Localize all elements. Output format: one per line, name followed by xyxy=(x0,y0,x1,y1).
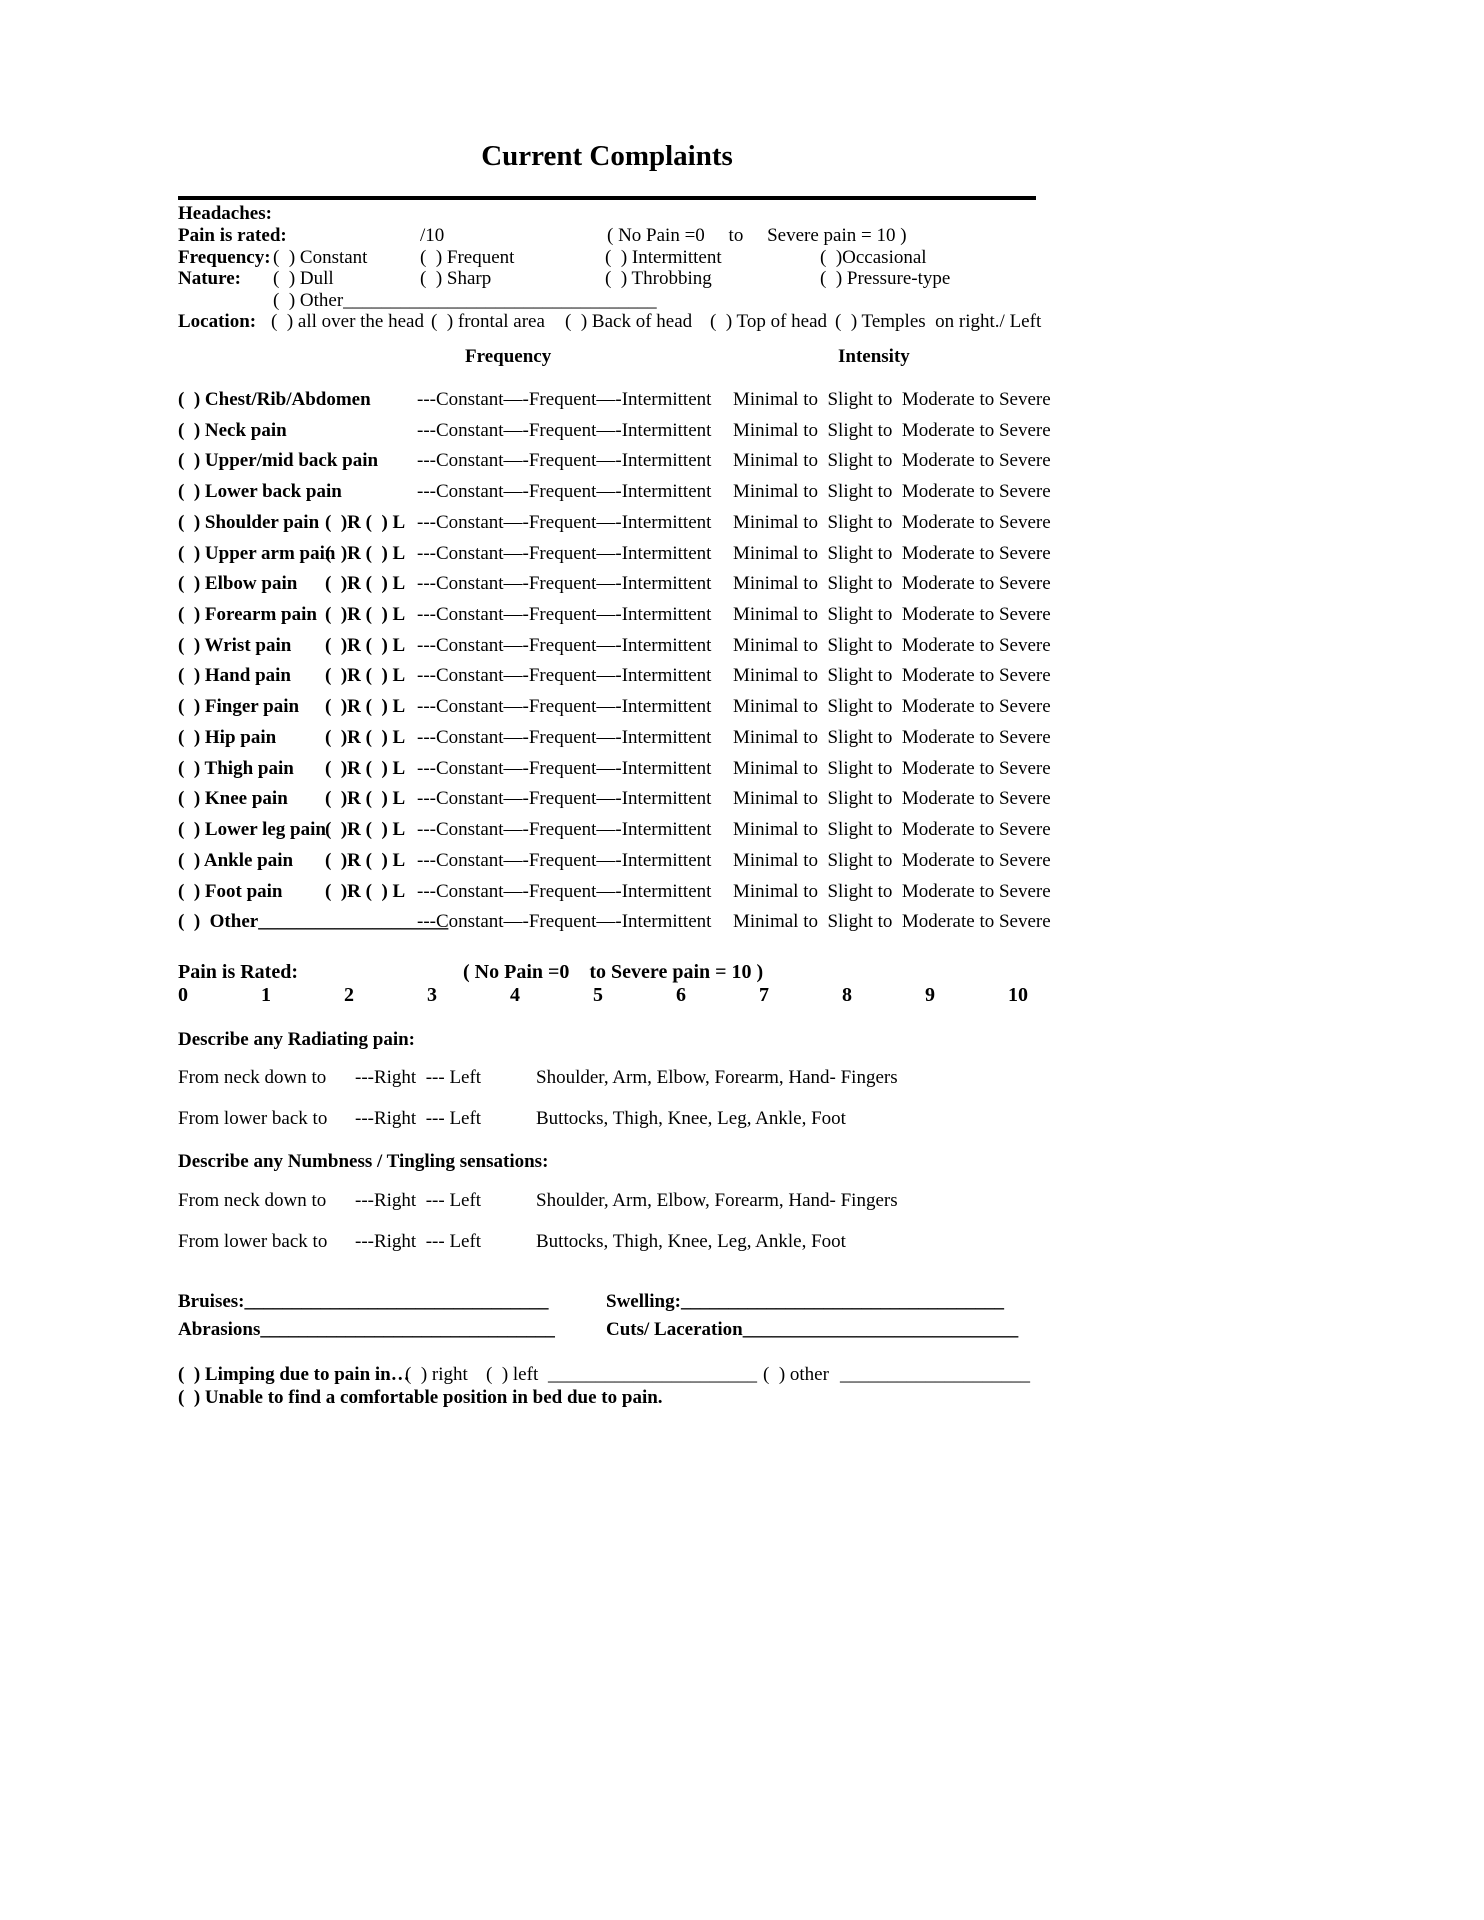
pain-table-row xyxy=(178,511,1051,543)
pain-scale-note: ( No Pain =0 to Severe pain = 10 ) xyxy=(607,225,907,246)
pain-scale-number-2[interactable]: 2 xyxy=(344,984,354,1006)
pain-table-row xyxy=(178,819,1051,850)
radiating-neck-side-options[interactable]: ---Right --- Left xyxy=(355,1067,482,1088)
right-left-checkboxes[interactable]: ( )R ( ) L xyxy=(325,849,406,871)
pain-rated-scale-line xyxy=(178,961,1036,985)
intensity-scale-options[interactable]: Minimal to Slight to Moderate to Severe xyxy=(733,757,1051,779)
checkbox-nature-dull[interactable]: ( ) Dull xyxy=(273,268,334,289)
checkbox-location-back[interactable]: ( ) Back of head xyxy=(565,311,693,332)
pain-scale-number-9[interactable]: 9 xyxy=(925,984,935,1006)
frequency-scale-options[interactable]: ---Constant—-Frequent—-Intermittent xyxy=(417,573,712,595)
checkbox-frequency-intermittent[interactable]: ( ) Intermittent xyxy=(605,247,722,268)
pain-rated-label: Pain is rated: xyxy=(178,225,287,246)
body-part-checkbox[interactable]: ( ) Knee pain xyxy=(178,788,288,810)
intensity-scale-options[interactable]: Minimal to Slight to Moderate to Severe xyxy=(733,634,1051,656)
body-part-checkbox[interactable]: ( ) Lower back pain xyxy=(178,481,342,503)
body-part-checkbox[interactable]: ( ) Upper/mid back pain xyxy=(178,450,379,472)
numbness-back-target-options[interactable]: Buttocks, Thigh, Knee, Leg, Ankle, Foot xyxy=(536,1231,846,1252)
body-part-checkbox[interactable]: ( ) Forearm pain xyxy=(178,604,317,626)
frequency-label: Frequency: xyxy=(178,247,271,268)
intensity-scale-options[interactable]: Minimal to Slight to Moderate to Severe xyxy=(733,604,1051,626)
intensity-scale-options[interactable]: Minimal to Slight to Moderate to Severe xyxy=(733,819,1051,841)
pain-table-row xyxy=(178,450,1051,481)
pain-table-row xyxy=(178,726,1051,758)
intensity-scale-options[interactable]: Minimal to Slight to Moderate to Severe xyxy=(733,542,1051,564)
right-left-checkboxes[interactable]: ( )R ( ) L xyxy=(325,788,406,810)
frequency-scale-options[interactable]: ---Constant—-Frequent—-Intermittent xyxy=(417,757,712,779)
numbness-line-back xyxy=(178,1231,1036,1255)
numbness-neck-side-options[interactable]: ---Right --- Left xyxy=(355,1190,482,1211)
pain-table-row xyxy=(178,911,1051,942)
pain-rated-value-field[interactable]: /10 xyxy=(420,225,445,246)
pain-table-row xyxy=(178,573,1051,604)
checkbox-frequency-constant[interactable]: ( ) Constant xyxy=(273,247,368,268)
pain-table-row xyxy=(178,481,1051,512)
limping-blank-1[interactable]: ______________________ xyxy=(548,1364,757,1385)
pain-scale-number-6[interactable]: 6 xyxy=(676,984,686,1006)
swelling-label: Swelling: xyxy=(606,1291,681,1312)
pain-scale-numbers xyxy=(178,984,1028,1007)
checkbox-nature-sharp[interactable]: ( ) Sharp xyxy=(420,268,492,289)
body-part-checkbox[interactable]: ( ) Elbow pain xyxy=(178,573,298,595)
intensity-scale-options[interactable]: Minimal to Slight to Moderate to Severe xyxy=(733,696,1051,718)
location-line xyxy=(178,311,1042,335)
right-left-checkboxes[interactable]: ( )R ( ) L xyxy=(325,696,406,718)
radiating-heading: Describe any Radiating pain: xyxy=(178,1029,415,1050)
pain-table-row xyxy=(178,604,1051,635)
intensity-scale-options[interactable]: Minimal to Slight to Moderate to Severe xyxy=(733,511,1051,533)
body-part-checkbox[interactable]: ( ) Chest/Rib/Abdomen xyxy=(178,389,371,410)
numbness-from-back-label: From lower back to xyxy=(178,1231,328,1252)
checkbox-nature-other-blank[interactable]: ( ) Other_________________________________ xyxy=(273,290,657,311)
body-part-checkbox[interactable]: ( ) Neck pain xyxy=(178,419,287,441)
bruises-label: Bruises: xyxy=(178,1291,245,1312)
frequency-scale-options[interactable]: ---Constant—-Frequent—-Intermittent xyxy=(417,665,712,687)
frequency-scale-options[interactable]: ---Constant—-Frequent—-Intermittent xyxy=(417,389,712,410)
pain-table-row xyxy=(178,696,1051,727)
checkbox-limping-other[interactable]: ( ) other xyxy=(763,1364,829,1385)
body-part-checkbox[interactable]: ( ) Shoulder pain xyxy=(178,511,320,533)
right-left-checkboxes[interactable]: ( )R ( ) L xyxy=(325,665,406,687)
abrasions-label: Abrasions xyxy=(178,1319,261,1340)
radiating-line-neck xyxy=(178,1067,1036,1091)
right-left-checkboxes[interactable]: ( )R ( ) L xyxy=(325,726,406,748)
page-title: Current Complaints xyxy=(481,140,733,172)
body-part-checkbox[interactable]: ( ) Hand pain xyxy=(178,665,291,687)
intensity-scale-options[interactable]: Minimal to Slight to Moderate to Severe xyxy=(733,389,1051,410)
pain-table-row xyxy=(178,880,1051,912)
right-left-checkboxes[interactable]: ( )R ( ) L xyxy=(325,604,406,626)
right-left-checkboxes[interactable]: ( )R ( ) L xyxy=(325,542,406,564)
pain-table-rows xyxy=(178,389,1051,942)
title-divider xyxy=(178,196,1036,200)
right-left-checkboxes[interactable]: ( )R ( ) L xyxy=(325,573,406,595)
checkbox-location-all-over[interactable]: ( ) all over the head xyxy=(271,311,424,332)
checkbox-location-frontal[interactable]: ( ) frontal area xyxy=(431,311,545,332)
pain-table-row xyxy=(178,665,1051,696)
pain-scale-number-8[interactable]: 8 xyxy=(842,984,852,1006)
frequency-scale-options[interactable]: ---Constant—-Frequent—-Intermittent xyxy=(417,849,712,871)
checkbox-nature-throbbing[interactable]: ( ) Throbbing xyxy=(605,268,712,289)
checkbox-location-top[interactable]: ( ) Top of head xyxy=(710,311,828,332)
pain-rated-line xyxy=(178,225,1036,249)
pain-scale-number-3[interactable]: 3 xyxy=(427,984,437,1006)
pain-scale-number-5[interactable]: 5 xyxy=(593,984,603,1006)
intensity-scale-options[interactable]: Minimal to Slight to Moderate to Severe xyxy=(733,481,1051,503)
intensity-scale-options[interactable]: Minimal to Slight to Moderate to Severe xyxy=(733,911,1051,933)
body-part-checkbox[interactable]: ( ) Upper arm pain xyxy=(178,542,336,564)
frequency-scale-options[interactable]: ---Constant—-Frequent—-Intermittent xyxy=(417,481,712,503)
numbness-from-neck-label: From neck down to xyxy=(178,1190,327,1211)
limping-line xyxy=(178,1364,1036,1388)
unable-line xyxy=(178,1387,1036,1411)
frequency-scale-options[interactable]: ---Constant—-Frequent—-Intermittent xyxy=(417,634,712,656)
limping-blank-2[interactable]: ____________________ xyxy=(840,1364,1030,1385)
swelling-field xyxy=(606,1291,1004,1313)
numbness-line-neck xyxy=(178,1190,1036,1214)
nature-line xyxy=(178,268,1036,292)
checkbox-limping-right[interactable]: ( ) right xyxy=(405,1364,468,1385)
frequency-scale-options[interactable]: ---Constant—-Frequent—-Intermittent xyxy=(417,788,712,810)
intensity-scale-options[interactable]: Minimal to Slight to Moderate to Severe xyxy=(733,419,1051,441)
intensity-scale-options[interactable]: Minimal to Slight to Moderate to Severe xyxy=(733,665,1051,687)
right-left-checkboxes[interactable]: ( )R ( ) L xyxy=(325,511,406,533)
intensity-column-header: Intensity xyxy=(838,346,910,367)
headaches-heading: Headaches: xyxy=(178,203,272,224)
radiating-back-side-options[interactable]: ---Right --- Left xyxy=(355,1108,482,1129)
radiating-neck-target-options[interactable]: Shoulder, Arm, Elbow, Forearm, Hand- Fingers xyxy=(536,1067,898,1088)
frequency-scale-options[interactable]: ---Constant—-Frequent—-Intermittent xyxy=(417,419,712,441)
radiating-from-back-label: From lower back to xyxy=(178,1108,328,1129)
location-label: Location: xyxy=(178,311,257,332)
pain-table-row xyxy=(178,634,1051,666)
right-left-checkboxes[interactable]: ( )R ( ) L xyxy=(325,819,406,841)
frequency-scale-options[interactable]: ---Constant—-Frequent—-Intermittent xyxy=(417,911,712,933)
radiating-line-back xyxy=(178,1108,1036,1132)
table-header-row xyxy=(178,346,1036,370)
checkbox-nature-pressure[interactable]: ( ) Pressure-type xyxy=(820,268,951,289)
bruises-swelling-line xyxy=(178,1291,1036,1315)
headaches-section xyxy=(178,203,1036,227)
radiating-section xyxy=(178,1029,1036,1053)
body-part-checkbox[interactable]: ( ) Ankle pain xyxy=(178,849,294,871)
body-part-checkbox[interactable]: ( ) Lower leg pain xyxy=(178,819,326,841)
swelling-blank[interactable]: __________________________________ xyxy=(680,1291,1004,1312)
pain-scale-number-0[interactable]: 0 xyxy=(178,984,188,1006)
numbness-back-side-options[interactable]: ---Right --- Left xyxy=(355,1231,482,1252)
pain-scale-number-4[interactable]: 4 xyxy=(510,984,520,1006)
right-left-checkboxes[interactable]: ( )R ( ) L xyxy=(325,757,406,779)
checkbox-unable-comfortable-position[interactable]: ( ) Unable to find a comfortable position in bed due to pain. xyxy=(178,1387,663,1408)
abrasions-blank[interactable]: _______________________________ xyxy=(260,1319,555,1340)
frequency-scale-options[interactable]: ---Constant—-Frequent—-Intermittent xyxy=(417,542,712,564)
numbness-heading: Describe any Numbness / Tingling sensations: xyxy=(178,1151,549,1172)
pain-scale-number-10[interactable]: 10 xyxy=(1008,984,1028,1006)
checkbox-location-temples[interactable]: ( ) Temples on right./ Left xyxy=(835,311,1042,332)
body-part-checkbox[interactable]: ( ) Other____________________ xyxy=(178,911,449,933)
checkbox-limping-left[interactable]: ( ) left xyxy=(486,1364,539,1385)
form-content xyxy=(178,0,1051,1920)
checkbox-frequency-frequent[interactable]: ( ) Frequent xyxy=(420,247,515,268)
pain-table-row xyxy=(178,757,1051,789)
bruises-blank[interactable]: ________________________________ xyxy=(244,1291,549,1312)
frequency-scale-options[interactable]: ---Constant—-Frequent—-Intermittent xyxy=(417,450,712,472)
frequency-scale-options[interactable]: ---Constant—-Frequent—-Intermittent xyxy=(417,511,712,533)
pain-rated-scale-label: Pain is Rated: xyxy=(178,961,298,983)
intensity-scale-options[interactable]: Minimal to Slight to Moderate to Severe xyxy=(733,849,1051,871)
pain-table-row xyxy=(178,788,1051,819)
intensity-scale-options[interactable]: Minimal to Slight to Moderate to Severe xyxy=(733,788,1051,810)
right-left-checkboxes[interactable]: ( )R ( ) L xyxy=(325,880,406,902)
pain-table-row xyxy=(178,389,1051,420)
body-part-checkbox[interactable]: ( ) Hip pain xyxy=(178,726,277,748)
frequency-column-header: Frequency xyxy=(465,346,552,367)
radiating-back-target-options[interactable]: Buttocks, Thigh, Knee, Leg, Ankle, Foot xyxy=(536,1108,846,1129)
nature-label: Nature: xyxy=(178,268,241,289)
pain-scale-number-1[interactable]: 1 xyxy=(261,984,271,1006)
body-part-checkbox[interactable]: ( ) Thigh pain xyxy=(178,757,294,779)
body-part-checkbox[interactable]: ( ) Foot pain xyxy=(178,880,283,902)
intensity-scale-options[interactable]: Minimal to Slight to Moderate to Severe xyxy=(733,450,1051,472)
bruises-field xyxy=(178,1291,549,1313)
intensity-scale-options[interactable]: Minimal to Slight to Moderate to Severe xyxy=(733,726,1051,748)
pain-scale-number-7[interactable]: 7 xyxy=(759,984,769,1006)
checkbox-frequency-occasional[interactable]: ( )Occasional xyxy=(820,247,927,268)
frequency-scale-options[interactable]: ---Constant—-Frequent—-Intermittent xyxy=(417,604,712,626)
frequency-scale-options[interactable]: ---Constant—-Frequent—-Intermittent xyxy=(417,819,712,841)
intensity-scale-options[interactable]: Minimal to Slight to Moderate to Severe xyxy=(733,880,1051,902)
checkbox-limping[interactable]: ( ) Limping due to pain in… xyxy=(178,1364,410,1385)
frequency-scale-options[interactable]: ---Constant—-Frequent—-Intermittent xyxy=(417,726,712,748)
abrasions-field xyxy=(178,1319,555,1341)
numbness-neck-target-options[interactable]: Shoulder, Arm, Elbow, Forearm, Hand- Fingers xyxy=(536,1190,898,1211)
cuts-blank[interactable]: _____________________________ xyxy=(742,1319,1019,1340)
radiating-from-neck-label: From neck down to xyxy=(178,1067,327,1088)
abrasions-cuts-line xyxy=(178,1319,1036,1343)
pain-rated-scale-note: ( No Pain =0 to Severe pain = 10 ) xyxy=(463,961,764,983)
right-left-checkboxes[interactable]: ( )R ( ) L xyxy=(325,634,406,656)
pain-table-row xyxy=(178,419,1051,451)
intensity-scale-options[interactable]: Minimal to Slight to Moderate to Severe xyxy=(733,573,1051,595)
pain-table-row xyxy=(178,542,1051,574)
numbness-section xyxy=(178,1151,1036,1175)
frequency-scale-options[interactable]: ---Constant—-Frequent—-Intermittent xyxy=(417,696,712,718)
cuts-label: Cuts/ Laceration xyxy=(606,1319,743,1340)
body-part-checkbox[interactable]: ( ) Wrist pain xyxy=(178,634,292,656)
pain-table-row xyxy=(178,849,1051,881)
body-part-checkbox[interactable]: ( ) Finger pain xyxy=(178,696,300,718)
frequency-scale-options[interactable]: ---Constant—-Frequent—-Intermittent xyxy=(417,880,712,902)
cuts-field xyxy=(606,1319,1018,1341)
